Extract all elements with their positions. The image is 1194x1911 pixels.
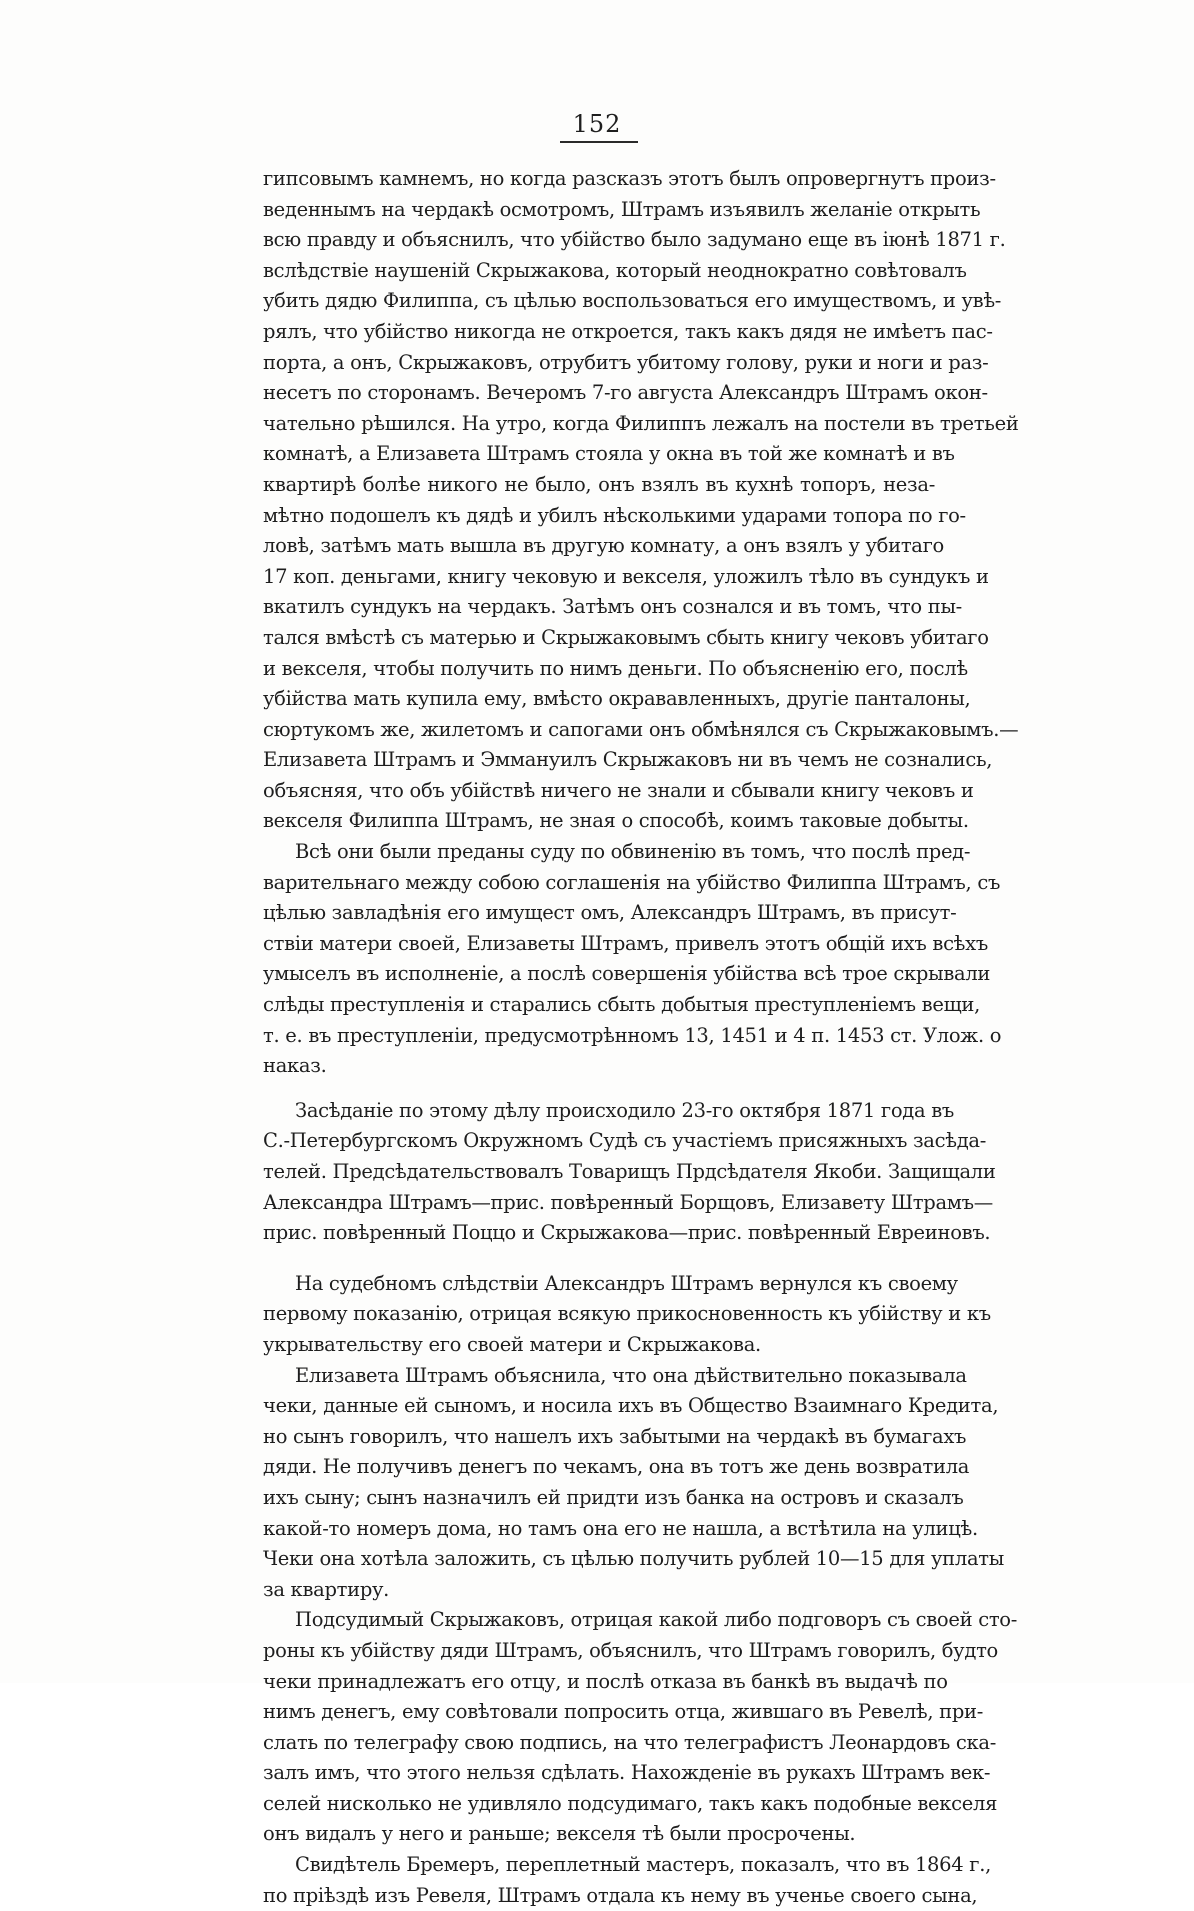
text-line: по пріѣздѣ изъ Ревеля, Штрамъ отдала къ нему въ ученье своего сына, (263, 1883, 978, 1907)
text-line: вслѣдствіе наушеній Скрыжакова, который неоднократно совѣтовалъ (263, 258, 967, 282)
paragraph-gap (263, 1249, 935, 1269)
text-line: варительнаго между собою соглашенія на убійство Филиппа Штрамъ, съ (263, 870, 1001, 894)
text-line: рялъ, что убійство никогда не откроется, такъ какъ дядя не имѣетъ пас- (263, 319, 993, 343)
text-line: объясняя, что объ убійствѣ ничего не знали и сбывали книгу чековъ и (263, 778, 974, 802)
text-line: всю правду и объяснилъ, что убійство было задумано еще въ іюнѣ 1871 г. (263, 228, 1006, 252)
text-line: Всѣ они были преданы суду по обвиненію въ томъ, что послѣ пред- (295, 840, 971, 864)
text-line: Александра Штрамъ—прис. повѣренный Борщовъ, Елизавету Штрамъ— (263, 1190, 993, 1214)
text-line: чеки, данные ей сыномъ, и носила ихъ въ Общество Взаимнаго Кредита, (263, 1394, 999, 1418)
text-line: веденнымъ на чердакѣ осмотромъ, Штрамъ изъявилъ желаніе открыть (263, 197, 981, 221)
text-line: слать по телеграфу свою подпись, на что телеграфистъ Леонардовъ ска- (263, 1730, 996, 1754)
text-line: гипсовымъ камнемъ, но когда разсказъ этотъ былъ опровергнутъ произ- (263, 167, 996, 190)
text-line: и векселя, чтобы получить по нимъ деньги. По объясненію его, послѣ (263, 656, 968, 680)
text-line: вкатилъ сундукъ на чердакъ. Затѣмъ онъ сознался и въ томъ, что пы- (263, 595, 962, 619)
text-line: умыселъ въ исполненіе, а послѣ совершенія убійства всѣ трое скрывали (263, 962, 991, 986)
text-line: селей нисколько не удивляло подсудимаго, такъ какъ подобные векселя (263, 1791, 998, 1815)
text-line: ловѣ, затѣмъ мать вышла въ другую комнату, а онъ взялъ у убитаго (263, 534, 944, 558)
text-line: чеки принадлежатъ его отцу, и послѣ отказа въ банкѣ въ выдачѣ по (263, 1669, 948, 1693)
text-line: цѣлью завладѣнія его имущест омъ, Александръ Штрамъ, въ присут- (263, 901, 957, 925)
text-line: убійства мать купила ему, вмѣсто окрававленныхъ, другіе панталоны, (263, 687, 971, 711)
body-text (263, 164, 1019, 1911)
text-line: С.-Петербургскомъ Окружномъ Судѣ съ участіемъ присяжныхъ засѣда- (263, 1129, 987, 1153)
text-line: убить дядю Филиппа, съ цѣлью воспользоваться его имуществомъ, и увѣ- (263, 289, 1002, 313)
text-line: тался вмѣстѣ съ матерью и Скрыжаковымъ сбыть книгу чековъ убитаго (263, 625, 989, 649)
text-line: сюртукомъ же, жилетомъ и сапогами онъ обмѣнялся съ Скрыжаковымъ.— (263, 717, 1019, 741)
text-line: векселя Филиппа Штрамъ, не зная о способѣ, коимъ таковые добыты. (263, 809, 969, 833)
text-line: первому показанію, отрицая всякую прикосновенность къ убійству и къ (263, 1302, 991, 1326)
text-line: комнатѣ, а Елизавета Штрамъ стояла у окна въ той же комнатѣ и въ (263, 442, 955, 466)
text-line: квартирѣ болѣе никого не было, онъ взялъ въ кухнѣ топоръ, неза- (263, 472, 935, 496)
page-number: 152 (572, 110, 622, 138)
text-line: телей. Предсѣдательствовалъ Товарищъ Прдсѣдателя Якоби. Защищали (263, 1160, 996, 1183)
text-line: ихъ сыну; сынъ назначилъ ей придти изъ банка на островъ и сказалъ (263, 1485, 964, 1509)
text-line: Чеки она хотѣла заложить, съ цѣлью получить рублей 10—15 для уплаты (263, 1547, 1005, 1571)
text-line: наказ. (263, 1054, 327, 1078)
text-line: Засѣданіе по этому дѣлу происходило 23-го октября 1871 года въ (295, 1098, 955, 1122)
text-line: порта, а онъ, Скрыжаковъ, отрубитъ убитому голову, руки и ноги и раз- (263, 350, 989, 374)
text-line: Свидѣтель Бремеръ, переплетный мастеръ, показалъ, что въ 1864 г., (295, 1853, 991, 1877)
text-line: за квартиру. (263, 1577, 390, 1601)
text-line: Елизавета Штрамъ объяснила, что она дѣйствительно показывала (295, 1363, 967, 1387)
text-line: дяди. Не получивъ денегъ по чекамъ, она въ тотъ же день возвратила (263, 1455, 970, 1479)
text-line: нимъ денегъ, ему совѣтовали попросить отца, жившаго въ Ревелѣ, при- (263, 1700, 984, 1724)
text-line: ствіи матери своей, Елизаветы Штрамъ, привелъ этотъ общій ихъ всѣхъ (263, 931, 988, 955)
text-line: но сынъ говорилъ, что нашелъ ихъ забытыми на чердакѣ въ бумагахъ (263, 1424, 967, 1448)
page-number-rule (560, 141, 638, 143)
text-line: Елизавета Штрамъ и Эммануилъ Скрыжаковъ ни въ чемъ не сознались, (263, 748, 993, 772)
text-line: мѣтно подошелъ къ дядѣ и убилъ нѣсколькими ударами топора по го- (263, 503, 966, 527)
text-line: онъ видалъ у него и раньше; векселя тѣ были просрочены. (263, 1822, 856, 1846)
text-line: залъ имъ, что этого нельзя сдѣлать. Нахожденіе въ рукахъ Штрамъ век- (263, 1761, 991, 1785)
text-line: чательно рѣшился. На утро, когда Филиппъ лежалъ на постели въ третьей (263, 411, 1019, 435)
text-line: На судебномъ слѣдствіи Александръ Штрамъ вернулся къ своему (295, 1271, 958, 1295)
text-line: роны къ убійству дяди Штрамъ, объяснилъ, что Штрамъ говорилъ, будто (263, 1638, 998, 1662)
text-line: прис. повѣренный Поццо и Скрыжакова—прис. повѣренный Евреиновъ. (263, 1221, 991, 1245)
text-line: 17 коп. деньгами, книгу чековую и векселя, уложилъ тѣло въ сундукъ и (263, 564, 989, 588)
text-line: укрывательству его своей матери и Скрыжакова. (263, 1332, 761, 1356)
paragraph-gap (263, 1082, 935, 1096)
text-line: слѣды преступленія и старались сбыть добытыя преступленіемъ вещи, (263, 993, 981, 1017)
text-line: несетъ по сторонамъ. Вечеромъ 7-го августа Александръ Штрамъ окон- (263, 381, 988, 405)
text-line: какой-то номеръ дома, но тамъ она его не нашла, а встѣтила на улицѣ. (263, 1516, 978, 1540)
text-line: т. е. въ преступленіи, предусмотрѣнномъ 13, 1451 и 4 п. 1453 ст. Улож. о (263, 1023, 1002, 1047)
text-line: Подсудимый Скрыжаковъ, отрицая какой либо подговоръ съ своей сто- (295, 1608, 1018, 1632)
